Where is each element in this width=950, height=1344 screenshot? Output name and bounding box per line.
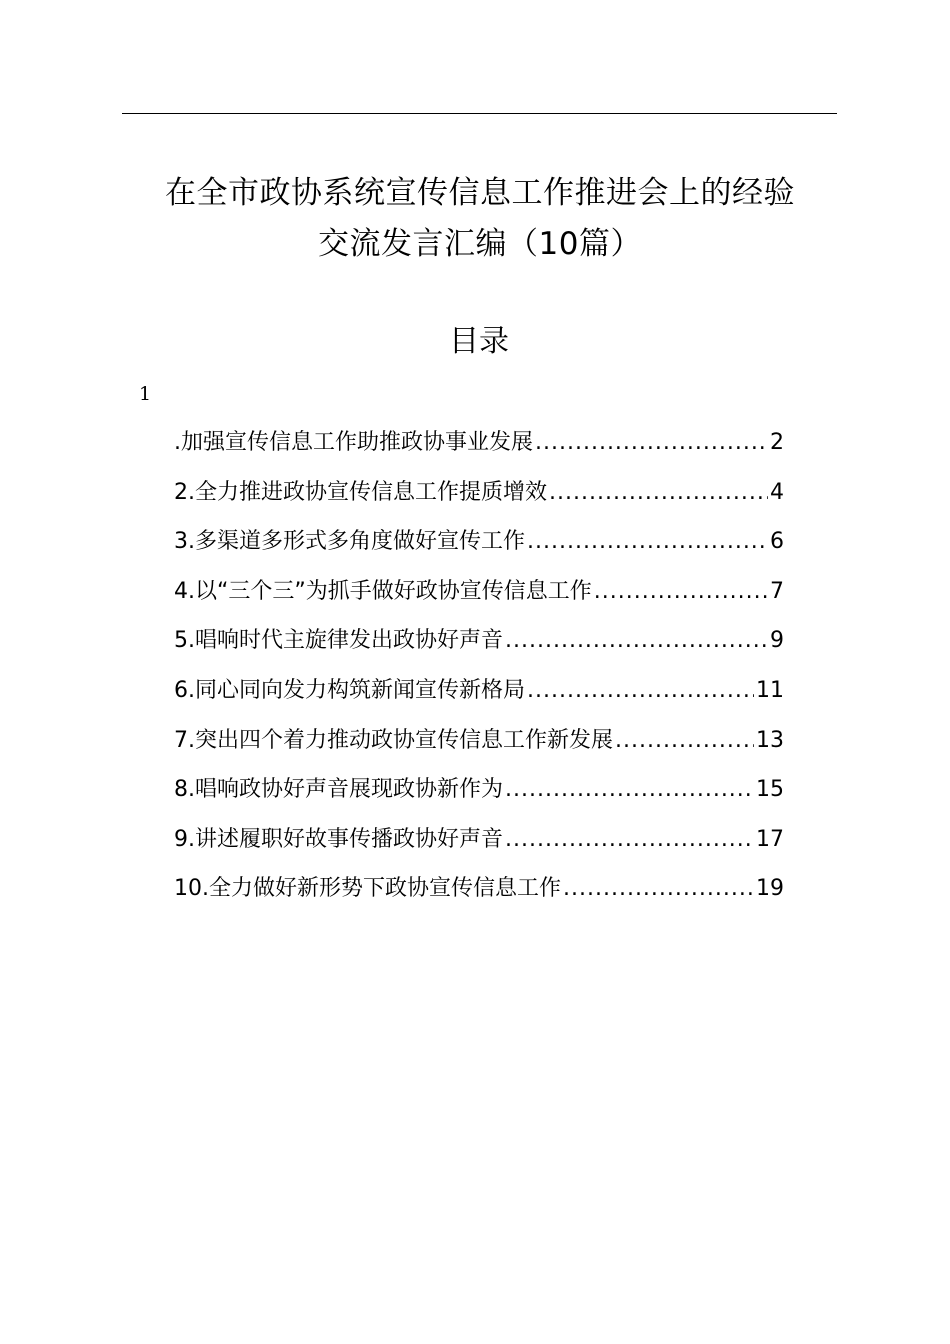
toc-dot-leader — [527, 672, 754, 710]
toc-entry[interactable] — [174, 722, 784, 772]
toc-entry[interactable] — [174, 523, 784, 573]
toc-entry-title: .加强宣传信息工作助推政协事业发展 — [174, 430, 533, 455]
toc-entry-title: 2.全力推进政协宣传信息工作提质增效 — [174, 479, 547, 505]
toc-entry[interactable] — [174, 672, 784, 722]
toc-dot-leader — [505, 771, 754, 809]
toc-page-number: 6 — [770, 529, 784, 555]
toc-page-number: 4 — [770, 479, 784, 505]
toc-entry[interactable] — [174, 474, 784, 524]
toc-dot-leader — [527, 523, 768, 561]
toc-entry-title: 10.全力做好新形势下政协宣传信息工作 — [174, 876, 561, 902]
toc-page-number: 13 — [756, 727, 784, 753]
toc-heading: 目录 — [449, 324, 509, 359]
toc-entry[interactable] — [174, 821, 784, 871]
toc-entry[interactable] — [174, 622, 784, 672]
document-title — [110, 168, 850, 270]
document-title-line-2: 交流发言汇编（10篇） — [318, 226, 642, 262]
toc-page-number: 2 — [770, 430, 784, 455]
toc-entry-title: 9.讲述履职好故事传播政协好声音 — [174, 826, 503, 852]
toc-entry[interactable] — [174, 870, 784, 920]
toc-dot-leader — [535, 424, 768, 462]
toc-entry-title: 6.同心同向发力构筑新闻宣传新格局 — [174, 677, 525, 703]
toc-dot-leader — [615, 722, 754, 760]
toc-page-number: 7 — [770, 578, 784, 604]
toc-dot-leader — [549, 474, 768, 512]
toc-page-number: 19 — [756, 876, 784, 902]
table-of-contents — [174, 424, 784, 920]
toc-entry[interactable] — [174, 424, 784, 474]
toc-entry-title: 4.以“三个三”为抓手做好政协宣传信息工作 — [174, 578, 592, 604]
toc-page-number: 17 — [756, 826, 784, 852]
toc-entry-title: 8.唱响政协好声音展现政协新作为 — [174, 777, 503, 803]
toc-entry[interactable] — [174, 573, 784, 623]
toc-page-number: 15 — [756, 777, 784, 803]
stray-number: 1 — [139, 383, 152, 405]
toc-dot-leader — [594, 573, 768, 611]
toc-dot-leader — [505, 821, 754, 859]
toc-entry-title: 5.唱响时代主旋律发出政协好声音 — [174, 628, 503, 654]
toc-page-number: 11 — [756, 677, 784, 703]
document-title-line-1: 在全市政协系统宣传信息工作推进会上的经验 — [165, 175, 795, 211]
header-rule — [122, 113, 837, 114]
toc-dot-leader — [563, 870, 754, 908]
toc-dot-leader — [505, 622, 768, 660]
toc-page-number: 9 — [770, 628, 784, 654]
toc-entry-title: 3.多渠道多形式多角度做好宣传工作 — [174, 529, 525, 555]
toc-entry[interactable] — [174, 771, 784, 821]
toc-entry-title: 7.突出四个着力推动政协宣传信息工作新发展 — [174, 727, 613, 753]
